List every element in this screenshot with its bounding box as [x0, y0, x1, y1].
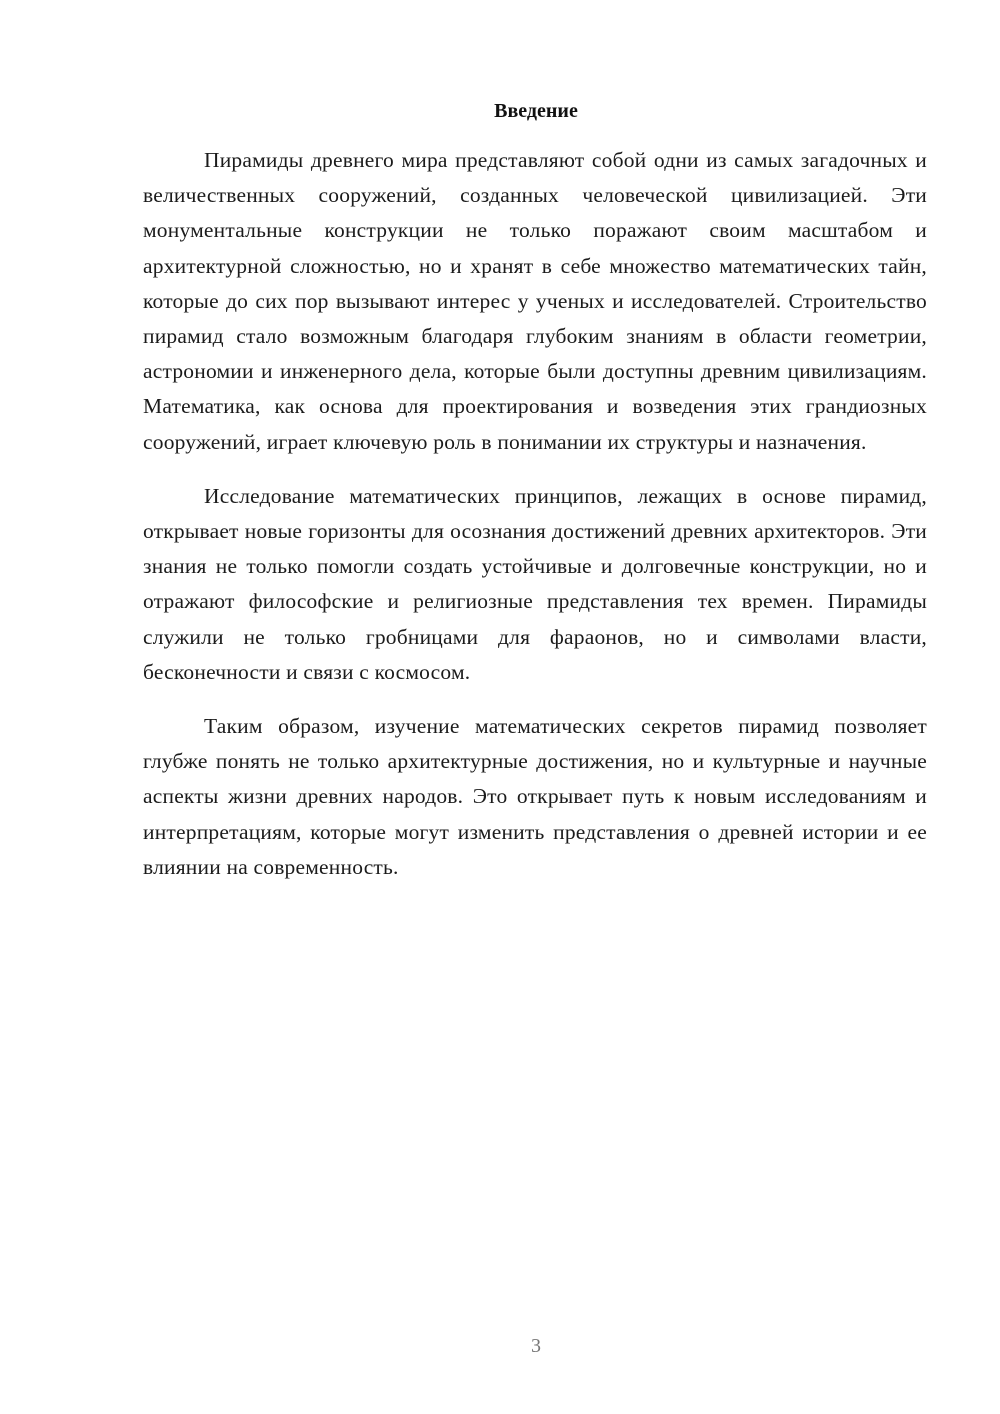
- paragraph-1: Пирамиды древнего мира представляют собой одни из самых загадочных и величественных сооружений, созданных человеческой цивилизацией. Эти монументальные конструкции не только поражают своим масштабом и архитектурной сложностью, но и хранят в себе множество математических тайн, которые до сих пор вызывают интерес у ученых и исследователей. Строительство пирамид стало возможным благодаря глубоким знаниям в области геометрии, астрономии и инженерного дела, которые были доступны древним цивилизациям. Математика, как основа для проектирования и возведения этих грандиозных сооружений, играет ключевую роль в понимании их структуры и назначения.: [143, 148, 927, 454]
- page-number: 3: [531, 1335, 541, 1357]
- body-text: [143, 143, 927, 904]
- paragraph-2: Исследование математических принципов, лежащих в основе пирамид, открывает новые горизонты для осознания достижений древних архитекторов. Эти знания не только помогли создать устойчивые и долговечные конструкции, но и отражают философские и религиозные представления тех времен. Пирамиды служили не только гробницами для фараонов, но и символами власти, бесконечности и связи с космосом.: [143, 483, 927, 684]
- section-heading: Введение: [494, 100, 578, 122]
- paragraph-3: Таким образом, изучение математических секретов пирамид позволяет глубже понять не только архитектурные достижения, но и культурные и научные аспекты жизни древних народов. Это открывает путь к новым исследованиям и интерпретациям, которые могут изменить представления о древней истории и ее влиянии на современность.: [143, 714, 927, 879]
